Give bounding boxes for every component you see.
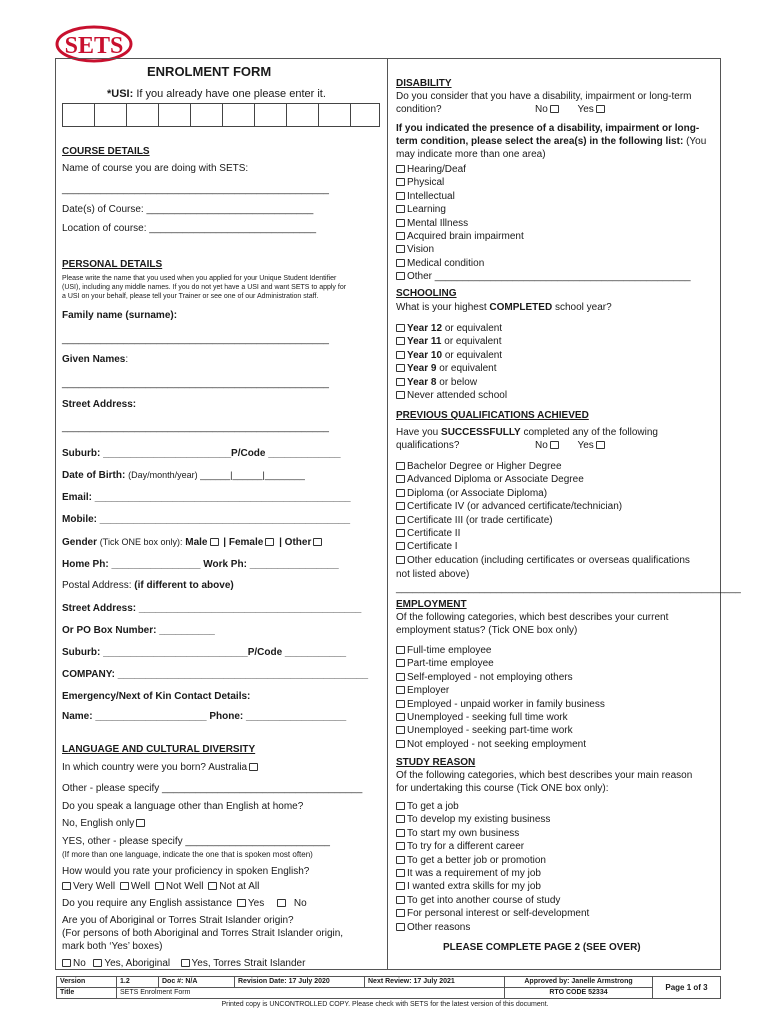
employment-heading: EMPLOYMENT <box>396 599 467 610</box>
postal-hint: (if different to above) <box>134 580 234 591</box>
previous-no-label: No <box>535 440 548 451</box>
footer-doc: Doc #: N/A <box>159 977 235 988</box>
postal-row <box>62 579 234 592</box>
study-question-2: for undertaking this course (Tick ONE box only): <box>396 783 609 794</box>
employment-status-option <box>394 711 568 724</box>
more-than-one-note: (If more than one language, indicate the one that is spoken most often) <box>62 850 313 859</box>
qualification-label: Certificate IV (or advanced certificate/technician) <box>407 501 623 513</box>
disability-area-label: Learning <box>407 204 446 216</box>
dob-row[interactable] <box>62 469 305 482</box>
employment-status-checkbox[interactable] <box>396 713 405 721</box>
employment-status-checkbox[interactable] <box>396 686 405 694</box>
school-year-checkbox[interactable] <box>396 337 405 345</box>
proficiency-row <box>60 880 259 893</box>
school-year-label: Year 8 <box>407 376 437 388</box>
gender-other-label: | Other <box>279 537 312 548</box>
disability-area-option <box>394 270 691 283</box>
study-reason-checkbox[interactable] <box>396 802 405 810</box>
aboriginal-options-row <box>60 957 305 970</box>
school-year-detail: or equivalent <box>439 363 497 375</box>
employment-status-checkbox[interactable] <box>396 659 405 667</box>
disability-area-label: Medical condition <box>407 257 485 269</box>
employment-status-checkbox[interactable] <box>396 673 405 681</box>
given-names-row <box>62 353 128 366</box>
qualification-checkbox[interactable] <box>396 542 405 550</box>
footer-table <box>56 976 720 1000</box>
study-reason-option <box>394 800 459 813</box>
disability-area-option <box>394 176 444 189</box>
previous-question-2: qualifications? <box>396 440 460 451</box>
study-reason-option <box>394 880 541 893</box>
study-reason-checkbox[interactable] <box>396 829 405 837</box>
study-reason-label: To develop my existing business <box>407 814 551 826</box>
not-well-label: Not Well <box>165 881 204 892</box>
study-reason-option <box>394 867 541 880</box>
well-label: Well <box>130 881 151 892</box>
study-reason-label: To get into another course of study <box>407 894 561 906</box>
proficiency-question: How would you rate your proficiency in spoken English? <box>62 866 310 877</box>
school-year-detail: or equivalent <box>444 336 502 348</box>
qualification-checkbox[interactable] <box>396 489 405 497</box>
usi-label-row <box>107 88 326 101</box>
employment-question-1: Of the following categories, which best describes your current <box>396 612 669 623</box>
phones-field[interactable]: Home Ph: ________________ Work Ph: ________________ <box>62 559 339 570</box>
study-reason-checkbox[interactable] <box>396 856 405 864</box>
study-reason-label: For personal interest or self-development <box>407 908 590 920</box>
disability-area-option <box>394 230 524 243</box>
study-reason-checkbox[interactable] <box>396 909 405 917</box>
born-row <box>62 761 260 774</box>
disability-area-checkbox[interactable] <box>396 178 405 186</box>
previous-heading: PREVIOUS QUALIFICATIONS ACHIEVED <box>396 410 589 421</box>
postal-label: Postal Address: <box>62 580 132 591</box>
qualification-checkbox[interactable] <box>396 475 405 483</box>
previous-other-line[interactable]: ______________________________________________________________ <box>396 583 741 594</box>
no-english-label: No, English only <box>62 818 135 829</box>
study-reason-checkbox[interactable] <box>396 815 405 823</box>
disability-area-label: Vision <box>407 244 435 256</box>
study-reason-checkbox[interactable] <box>396 923 405 931</box>
study-reason-option <box>394 907 589 920</box>
study-reason-checkbox[interactable] <box>396 896 405 904</box>
footer-title-label: Title <box>57 988 117 999</box>
disability-follow-2b: (You <box>686 136 707 147</box>
gender-male-checkbox[interactable] <box>210 538 219 546</box>
assist-question: Do you require any English assistance <box>62 898 233 909</box>
personal-heading: PERSONAL DETAILS <box>62 259 163 270</box>
qualification-option <box>394 473 584 486</box>
schooling-q-post: school year? <box>554 302 612 313</box>
personal-note-3: a USI on your behalf, please tell your Trainer or see one of our Administration staff. <box>62 293 319 300</box>
mobile-field[interactable]: Mobile: _____________________________________________ <box>62 514 351 525</box>
given-names-line[interactable]: ________________________________________________ <box>62 378 329 389</box>
disability-area-checkbox[interactable] <box>396 219 405 227</box>
disability-area-label: Physical <box>407 177 445 189</box>
gender-female-label: | Female <box>223 537 264 548</box>
disability-area-checkbox[interactable] <box>396 232 405 240</box>
assist-no-checkbox[interactable] <box>277 899 286 907</box>
column-divider <box>387 59 388 969</box>
very-well-label: Very Well <box>73 881 116 892</box>
not-at-all-label: Not at All <box>219 881 260 892</box>
gender-male-label: Male <box>185 537 208 548</box>
aboriginal-yes-checkbox[interactable] <box>93 959 102 967</box>
employment-status-label: Employer <box>407 685 450 697</box>
disability-heading: DISABILITY <box>396 78 452 89</box>
form-title: ENROLMENT FORM <box>147 64 272 79</box>
previous-not-listed: not listed above) <box>396 569 470 580</box>
qualification-option <box>394 500 622 513</box>
employment-status-option <box>394 724 573 737</box>
employment-status-option <box>394 671 573 684</box>
suburb2-field[interactable]: Suburb: __________________________P/Code ___________ <box>62 647 347 658</box>
disability-yes-no <box>535 103 607 116</box>
school-year-detail: or below <box>439 376 478 388</box>
study-heading: STUDY REASON <box>396 757 476 768</box>
disability-area-label: Mental Illness <box>407 217 469 229</box>
study-reason-label: Other reasons <box>407 921 471 933</box>
course-name-line[interactable]: ________________________________________________ <box>62 184 329 195</box>
previous-q-post: completed any of the following <box>523 427 658 438</box>
disability-area-checkbox[interactable] <box>396 245 405 253</box>
course-dates-field[interactable]: Date(s) of Course: ______________________________ <box>62 204 314 215</box>
qualification-checkbox[interactable] <box>396 502 405 510</box>
footer-title: SETS Enrolment Form <box>117 988 505 999</box>
disability-area-checkbox[interactable] <box>396 165 405 173</box>
disability-area-option <box>394 163 466 176</box>
language-heading: LANGUAGE AND CULTURAL DIVERSITY <box>62 744 256 755</box>
qualification-label: Certificate II <box>407 528 461 539</box>
disability-area-label: Acquired brain impairment <box>407 231 524 242</box>
qualification-label: Certificate III (or trade certificate) <box>407 514 553 526</box>
employment-status-label: Full-time employee <box>407 645 492 656</box>
employment-question-2: employment status? (Tick ONE box only) <box>396 625 578 636</box>
employment-status-option <box>394 698 605 711</box>
school-year-option <box>394 349 502 362</box>
aboriginal-note-2: mark both ‘Yes’ boxes) <box>62 941 163 952</box>
assist-row <box>62 897 307 910</box>
employment-status-checkbox[interactable] <box>396 646 405 654</box>
study-reason-label: To try for a different career <box>407 841 525 853</box>
qualification-option <box>394 460 562 473</box>
disability-follow-2-row <box>396 135 706 148</box>
study-reason-checkbox[interactable] <box>396 842 405 850</box>
personal-note-2: (USI), including any middle names. If you do not yet have a USI and want SETS to apply for <box>62 284 347 291</box>
family-name-line[interactable]: ________________________________________________ <box>62 334 329 345</box>
previous-q-pre: Have you <box>396 427 439 438</box>
school-year-checkbox[interactable] <box>396 378 405 386</box>
school-year-label: Year 10 <box>407 349 443 361</box>
aboriginal-question: Are you of Aboriginal or Torres Strait Islander origin? <box>62 915 294 926</box>
assist-no-label: No <box>293 898 307 909</box>
born-australia-checkbox[interactable] <box>249 763 258 771</box>
gender-female-checkbox[interactable] <box>265 538 274 546</box>
disability-question-2: condition? <box>396 104 442 115</box>
employment-status-label: Unemployed - seeking full time work <box>407 712 568 723</box>
disability-area-checkbox[interactable] <box>396 205 405 213</box>
employment-status-option <box>394 738 586 751</box>
no-english-checkbox[interactable] <box>136 819 145 827</box>
given-names-label: Given Names <box>62 354 126 365</box>
study-question-1: Of the following categories, which best describes your main reason <box>396 770 693 781</box>
torres-yes-checkbox[interactable] <box>181 959 190 967</box>
aboriginal-no-label: No <box>73 958 86 969</box>
torres-yes-label: Yes, Torres Strait Islander <box>191 958 306 969</box>
employment-status-checkbox[interactable] <box>396 740 405 748</box>
study-reason-label: It was a requirement of my job <box>407 868 541 879</box>
born-other-field[interactable]: Other - please specify ____________________________________ <box>62 783 363 794</box>
disability-no-checkbox[interactable] <box>550 105 559 113</box>
not-at-all-checkbox[interactable] <box>208 882 217 890</box>
employment-status-label: Unemployed - seeking part-time work <box>407 725 573 737</box>
schooling-heading: SCHOOLING <box>396 288 457 299</box>
aboriginal-no-checkbox[interactable] <box>62 959 71 967</box>
study-reason-option <box>394 854 546 867</box>
employment-status-option <box>394 644 491 657</box>
very-well-checkbox[interactable] <box>62 882 71 890</box>
school-year-option <box>394 376 477 389</box>
emergency-name-phone-field[interactable]: Name: ____________________ Phone: __________________ <box>62 711 347 722</box>
emergency-label: Emergency/Next of Kin Contact Details: <box>62 691 251 702</box>
disability-follow-1: If you indicated the presence of a disability, impairment or long- <box>396 123 700 134</box>
study-reason-option <box>394 921 470 934</box>
disability-yes-checkbox[interactable] <box>596 105 605 113</box>
qualification-label: Diploma (or Associate Diploma) <box>407 487 548 499</box>
qualification-option <box>394 514 553 527</box>
given-names-colon: : <box>125 354 129 365</box>
schooling-q-pre: What is your highest <box>396 302 487 313</box>
qualification-checkbox[interactable] <box>396 462 405 470</box>
gender-other-checkbox[interactable] <box>313 538 322 546</box>
study-reason-option <box>394 894 560 907</box>
usi-hint: If you already have one please enter it. <box>136 88 326 100</box>
previous-q-bold: SUCCESSFULLY <box>441 427 521 438</box>
employment-status-label: Employed - unpaid worker in family business <box>407 698 605 710</box>
school-year-detail: Never attended school <box>407 390 508 401</box>
aboriginal-yes-label: Yes, Aboriginal <box>104 958 171 969</box>
uncontrolled-copy-note: Printed copy is UNCONTROLLED COPY. Please check with SETS for the latest version of this document. <box>221 1001 549 1008</box>
disability-follow-2: term condition, please select the area(s) in the following list: <box>396 136 684 147</box>
study-reason-option <box>394 813 550 826</box>
study-reason-checkbox[interactable] <box>396 869 405 877</box>
schooling-q-bold: COMPLETED <box>489 302 553 313</box>
qualification-option <box>394 540 458 553</box>
not-well-checkbox[interactable] <box>155 882 164 890</box>
school-year-option <box>394 335 502 348</box>
qualification-label: Advanced Diploma or Associate Degree <box>407 474 584 486</box>
born-question: In which country were you born? Australia <box>62 762 248 773</box>
previous-yes-label: Yes <box>577 440 594 451</box>
disability-area-checkbox[interactable] <box>396 259 405 267</box>
usi-label: *USI: <box>107 88 134 100</box>
footer-approved: Approved by: Janelle Armstrong <box>505 977 653 988</box>
disability-area-option <box>394 243 434 256</box>
qualification-option <box>394 487 547 500</box>
school-year-option <box>394 322 502 335</box>
disability-area-label: Hearing/Deaf <box>407 164 466 175</box>
yes-other-language-field[interactable]: YES, other - please specify __________________________ <box>62 836 330 847</box>
school-year-detail: or equivalent <box>444 349 503 361</box>
school-year-label: Year 9 <box>407 363 437 375</box>
footer-next-review: Next Review: 17 July 2021 <box>365 977 505 988</box>
previous-question-1 <box>396 426 658 439</box>
employment-status-option <box>394 657 494 670</box>
usi-input-boxes[interactable] <box>62 103 380 127</box>
study-reason-label: I wanted extra skills for my job <box>407 881 541 893</box>
disability-area-option <box>394 203 446 216</box>
disability-question-1: Do you consider that you have a disability, impairment or long-term <box>396 91 692 102</box>
qualification-label: Bachelor Degree or Higher Degree <box>407 461 562 472</box>
email-field[interactable]: Email: ______________________________________________ <box>62 492 351 503</box>
employment-status-checkbox[interactable] <box>396 700 405 708</box>
previous-no-checkbox[interactable] <box>550 441 559 449</box>
complete-page-2-note: PLEASE COMPLETE PAGE 2 (SEE OVER) <box>443 942 641 953</box>
school-year-option <box>394 389 507 402</box>
disability-yes-label: Yes <box>577 104 594 115</box>
gender-label: Gender <box>62 537 98 548</box>
assist-yes-checkbox[interactable] <box>237 899 246 907</box>
study-reason-label: To start my own business <box>407 827 520 839</box>
schooling-question <box>396 301 612 314</box>
school-year-detail: or equivalent <box>444 323 503 334</box>
disability-area-label: Other ______________________________________________ <box>407 271 691 283</box>
qualification-label: Certificate I <box>407 541 458 553</box>
suburb-field[interactable]: Suburb: _______________________P/Code _____________ <box>62 448 341 459</box>
qualification-checkbox[interactable] <box>396 516 405 524</box>
assist-yes-label: Yes <box>247 898 265 909</box>
personal-note-1: Please write the name that you used when you applied for your Unique Student Identifier <box>62 275 337 282</box>
school-year-checkbox[interactable] <box>396 351 405 359</box>
footer-version-label: Version <box>57 977 117 988</box>
street-address-label: Street Address: <box>62 399 137 410</box>
dob-format: (Day/month/year) ______|______|________ <box>128 470 305 480</box>
speak-question: Do you speak a language other than English at home? <box>62 801 304 812</box>
study-reason-option <box>394 840 524 853</box>
footer-page: Page 1 of 3 <box>653 977 721 999</box>
qualification-option <box>394 527 460 540</box>
disability-area-option <box>394 217 468 230</box>
school-year-label: Year 11 <box>407 336 442 348</box>
disability-follow-3: may indicate more than one area) <box>396 149 546 160</box>
study-reason-option <box>394 827 519 840</box>
disability-no-label: No <box>535 104 548 115</box>
course-location-field[interactable]: Location of course: ______________________________ <box>62 223 317 234</box>
school-year-label: Year 12 <box>407 323 443 334</box>
previous-yes-no <box>535 439 607 452</box>
course-heading: COURSE DETAILS <box>62 146 150 157</box>
study-reason-checkbox[interactable] <box>396 882 405 890</box>
qualification-option <box>394 554 690 567</box>
company-field[interactable]: COMPANY: _____________________________________________ <box>62 669 369 680</box>
employment-status-label: Not employed - not seeking employment <box>407 738 586 750</box>
employment-status-option <box>394 684 449 697</box>
disability-area-option <box>394 190 455 203</box>
school-year-checkbox[interactable] <box>396 391 405 399</box>
aboriginal-note-1: (For persons of both Aboriginal and Torres Strait Islander origin, <box>62 928 344 939</box>
employment-status-checkbox[interactable] <box>396 726 405 734</box>
well-checkbox[interactable] <box>120 882 129 890</box>
street2-field[interactable]: Street Address: ________________________________________ <box>62 603 362 614</box>
employment-status-label: Self-employed - not employing others <box>407 671 573 683</box>
street-address-line[interactable]: ________________________________________________ <box>62 422 329 433</box>
footer-rto: RTO CODE 52334 <box>505 988 653 999</box>
school-year-option <box>394 362 497 375</box>
study-reason-label: To get a better job or promotion <box>407 854 546 866</box>
no-english-row <box>62 817 147 830</box>
logo-text: SETS <box>64 33 124 59</box>
qualification-checkbox[interactable] <box>396 529 405 537</box>
footer-revision: Revision Date: 17 July 2020 <box>235 977 365 988</box>
family-name-label: Family name (surname): <box>62 310 178 321</box>
disability-area-label: Intellectual <box>407 190 455 202</box>
employment-status-label: Part-time employee <box>407 658 494 670</box>
qualification-checkbox[interactable] <box>396 556 405 564</box>
po-box-field[interactable]: Or PO Box Number: __________ <box>62 625 215 636</box>
disability-area-option <box>394 257 484 270</box>
disability-area-checkbox[interactable] <box>396 272 405 280</box>
course-name-label: Name of course you are doing with SETS: <box>62 163 249 174</box>
gender-row <box>62 536 324 549</box>
previous-yes-checkbox[interactable] <box>596 441 605 449</box>
school-year-checkbox[interactable] <box>396 324 405 332</box>
gender-hint: (Tick ONE box only): <box>99 537 183 547</box>
school-year-checkbox[interactable] <box>396 364 405 372</box>
qualification-label: Other education (including certificates or overseas qualifications <box>407 554 690 566</box>
footer-version: 1.2 <box>117 977 159 988</box>
dob-label: Date of Birth: <box>62 470 126 481</box>
disability-area-checkbox[interactable] <box>396 192 405 200</box>
study-reason-label: To get a job <box>407 801 459 812</box>
